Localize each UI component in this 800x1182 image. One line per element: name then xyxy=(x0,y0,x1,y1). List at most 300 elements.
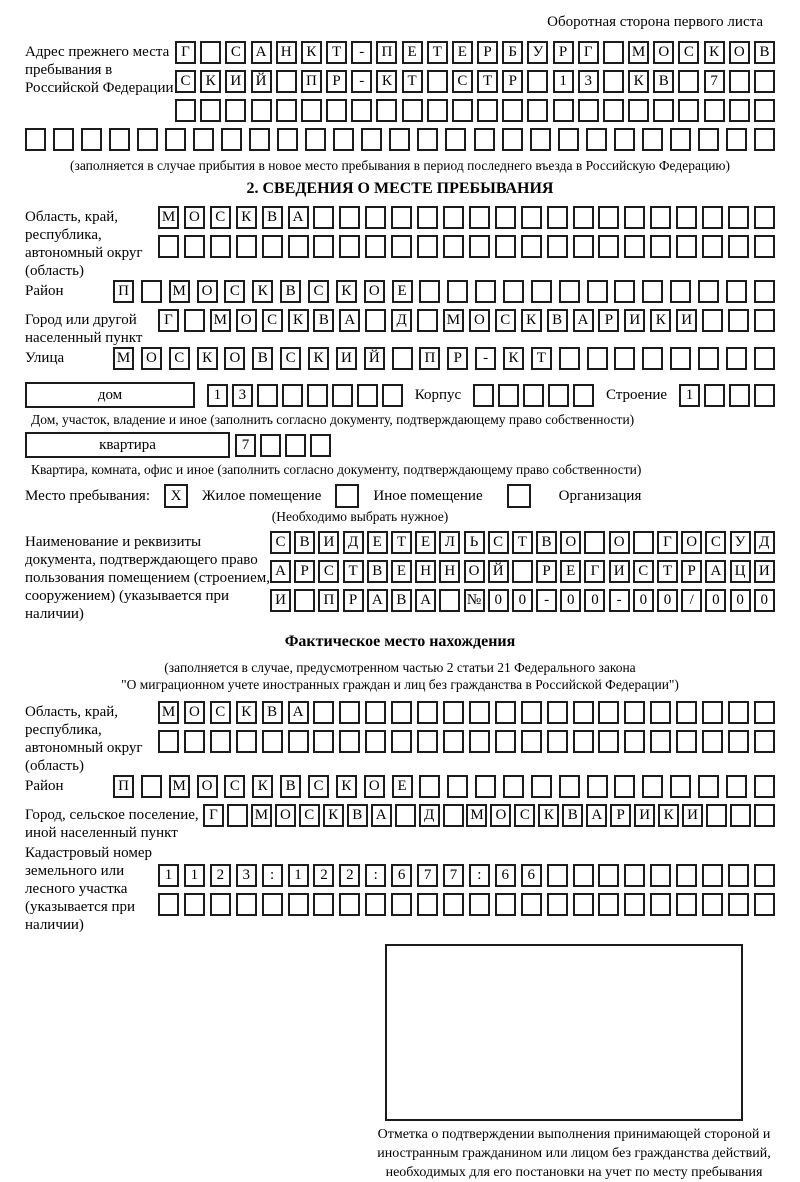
char-cell[interactable]: С xyxy=(169,347,190,370)
char-cell[interactable] xyxy=(193,128,214,151)
char-cell[interactable] xyxy=(521,730,542,753)
char-cell[interactable] xyxy=(676,206,697,229)
char-cell[interactable] xyxy=(443,206,464,229)
char-cell[interactable]: С xyxy=(308,280,329,303)
char-cell[interactable] xyxy=(558,128,579,151)
char-cell[interactable] xyxy=(365,235,386,258)
char-cell[interactable]: 0 xyxy=(657,589,678,612)
char-cell[interactable]: 3 xyxy=(232,384,253,407)
char-cell[interactable] xyxy=(277,128,298,151)
char-cell[interactable]: Е xyxy=(367,531,388,554)
char-cell[interactable] xyxy=(395,804,416,827)
char-cell[interactable] xyxy=(141,775,162,798)
char-cell[interactable]: Е xyxy=(391,560,412,583)
char-cell[interactable] xyxy=(249,128,270,151)
char-cell[interactable] xyxy=(417,128,438,151)
char-cell[interactable]: С xyxy=(225,41,246,64)
char-cell[interactable] xyxy=(754,893,775,916)
char-cell[interactable] xyxy=(676,235,697,258)
char-cell[interactable]: 3 xyxy=(236,864,257,887)
char-cell[interactable]: Т xyxy=(657,560,678,583)
char-cell[interactable] xyxy=(728,864,749,887)
char-cell[interactable]: О xyxy=(560,531,581,554)
char-cell[interactable] xyxy=(650,893,671,916)
char-cell[interactable] xyxy=(310,434,331,457)
char-cell[interactable] xyxy=(333,128,354,151)
char-cell[interactable]: К xyxy=(200,70,221,93)
char-cell[interactable] xyxy=(754,730,775,753)
char-cell[interactable] xyxy=(559,347,580,370)
char-cell[interactable]: - xyxy=(351,41,372,64)
char-cell[interactable]: И xyxy=(682,804,703,827)
char-cell[interactable]: А xyxy=(288,206,309,229)
char-cell[interactable] xyxy=(391,701,412,724)
char-cell[interactable]: Н xyxy=(415,560,436,583)
char-cell[interactable] xyxy=(392,347,413,370)
char-cell[interactable] xyxy=(447,775,468,798)
char-cell[interactable] xyxy=(184,893,205,916)
char-cell[interactable]: Р xyxy=(553,41,574,64)
char-cell[interactable]: М xyxy=(113,347,134,370)
char-cell[interactable]: А xyxy=(705,560,726,583)
char-cell[interactable] xyxy=(417,893,438,916)
char-cell[interactable]: Ц xyxy=(730,560,751,583)
char-cell[interactable] xyxy=(276,70,297,93)
char-cell[interactable] xyxy=(624,864,645,887)
char-cell[interactable]: И xyxy=(754,560,775,583)
char-cell[interactable]: О xyxy=(364,775,385,798)
char-cell[interactable] xyxy=(702,701,723,724)
char-cell[interactable]: Д xyxy=(754,531,775,554)
char-cell[interactable] xyxy=(53,128,74,151)
char-cell[interactable] xyxy=(706,804,727,827)
char-cell[interactable]: Р xyxy=(681,560,702,583)
char-cell[interactable]: Е xyxy=(560,560,581,583)
char-cell[interactable] xyxy=(603,41,624,64)
char-cell[interactable] xyxy=(598,206,619,229)
char-cell[interactable] xyxy=(547,701,568,724)
char-cell[interactable] xyxy=(175,99,196,122)
char-cell[interactable] xyxy=(547,235,568,258)
char-cell[interactable]: К xyxy=(521,309,542,332)
char-cell[interactable]: Р xyxy=(326,70,347,93)
char-cell[interactable] xyxy=(653,99,674,122)
char-cell[interactable] xyxy=(633,531,654,554)
char-cell[interactable] xyxy=(650,701,671,724)
char-cell[interactable]: Й xyxy=(488,560,509,583)
checkbox-dwelling[interactable]: X xyxy=(164,484,188,508)
char-cell[interactable]: Р xyxy=(447,347,468,370)
char-cell[interactable] xyxy=(754,235,775,258)
char-cell[interactable]: С xyxy=(262,309,283,332)
char-cell[interactable]: Т xyxy=(427,41,448,64)
char-cell[interactable]: К xyxy=(503,347,524,370)
char-cell[interactable] xyxy=(210,893,231,916)
char-cell[interactable] xyxy=(402,99,423,122)
char-cell[interactable]: В xyxy=(391,589,412,612)
char-cell[interactable]: Т xyxy=(343,560,364,583)
char-cell[interactable] xyxy=(236,730,257,753)
char-cell[interactable] xyxy=(521,206,542,229)
char-cell[interactable] xyxy=(584,531,605,554)
char-cell[interactable] xyxy=(676,730,697,753)
char-cell[interactable] xyxy=(225,99,246,122)
char-cell[interactable] xyxy=(642,280,663,303)
char-cell[interactable] xyxy=(676,893,697,916)
char-cell[interactable]: К xyxy=(704,41,725,64)
char-cell[interactable]: С xyxy=(308,775,329,798)
char-cell[interactable] xyxy=(573,864,594,887)
char-cell[interactable] xyxy=(547,206,568,229)
char-cell[interactable] xyxy=(650,206,671,229)
char-cell[interactable]: О xyxy=(729,41,750,64)
char-cell[interactable] xyxy=(702,206,723,229)
char-cell[interactable] xyxy=(614,280,635,303)
char-cell[interactable] xyxy=(365,701,386,724)
char-cell[interactable]: В xyxy=(262,701,283,724)
checkbox-other-premises[interactable] xyxy=(335,484,359,508)
char-cell[interactable]: Е xyxy=(392,775,413,798)
char-cell[interactable] xyxy=(521,701,542,724)
checkbox-organization[interactable] xyxy=(507,484,531,508)
char-cell[interactable]: 7 xyxy=(704,70,725,93)
char-cell[interactable]: 7 xyxy=(443,864,464,887)
char-cell[interactable] xyxy=(307,384,328,407)
char-cell[interactable]: С xyxy=(270,531,291,554)
char-cell[interactable] xyxy=(469,893,490,916)
char-cell[interactable] xyxy=(702,730,723,753)
char-cell[interactable]: И xyxy=(225,70,246,93)
char-cell[interactable] xyxy=(698,347,719,370)
char-cell[interactable] xyxy=(469,730,490,753)
char-cell[interactable]: Й xyxy=(364,347,385,370)
char-cell[interactable] xyxy=(531,280,552,303)
char-cell[interactable] xyxy=(670,128,691,151)
char-cell[interactable] xyxy=(523,384,544,407)
char-cell[interactable] xyxy=(158,730,179,753)
char-cell[interactable] xyxy=(527,99,548,122)
char-cell[interactable] xyxy=(260,434,281,457)
char-cell[interactable] xyxy=(313,701,334,724)
char-cell[interactable] xyxy=(81,128,102,151)
char-cell[interactable] xyxy=(262,235,283,258)
char-cell[interactable] xyxy=(339,206,360,229)
char-cell[interactable] xyxy=(439,589,460,612)
char-cell[interactable]: 0 xyxy=(584,589,605,612)
char-cell[interactable]: А xyxy=(586,804,607,827)
char-cell[interactable] xyxy=(670,280,691,303)
char-cell[interactable]: И xyxy=(634,804,655,827)
char-cell[interactable]: К xyxy=(323,804,344,827)
char-cell[interactable]: М xyxy=(443,309,464,332)
char-cell[interactable] xyxy=(678,99,699,122)
char-cell[interactable] xyxy=(754,864,775,887)
char-cell[interactable] xyxy=(365,893,386,916)
char-cell[interactable] xyxy=(141,280,162,303)
char-cell[interactable]: 1 xyxy=(207,384,228,407)
char-cell[interactable]: О xyxy=(224,347,245,370)
char-cell[interactable]: Е xyxy=(402,41,423,64)
char-cell[interactable]: О xyxy=(464,560,485,583)
char-cell[interactable]: С xyxy=(210,701,231,724)
char-cell[interactable] xyxy=(573,893,594,916)
char-cell[interactable]: Д xyxy=(343,531,364,554)
char-cell[interactable] xyxy=(603,99,624,122)
char-cell[interactable] xyxy=(598,235,619,258)
char-cell[interactable] xyxy=(200,99,221,122)
char-cell[interactable] xyxy=(443,893,464,916)
char-cell[interactable]: 2 xyxy=(339,864,360,887)
char-cell[interactable]: К xyxy=(336,280,357,303)
char-cell[interactable] xyxy=(475,775,496,798)
char-cell[interactable] xyxy=(227,804,248,827)
char-cell[interactable]: 1 xyxy=(158,864,179,887)
char-cell[interactable] xyxy=(452,99,473,122)
char-cell[interactable] xyxy=(598,893,619,916)
char-cell[interactable] xyxy=(728,206,749,229)
char-cell[interactable] xyxy=(531,775,552,798)
char-cell[interactable]: 0 xyxy=(754,589,775,612)
char-cell[interactable] xyxy=(573,206,594,229)
char-cell[interactable]: 0 xyxy=(730,589,751,612)
char-cell[interactable]: - xyxy=(536,589,557,612)
char-cell[interactable] xyxy=(495,206,516,229)
char-cell[interactable]: С xyxy=(705,531,726,554)
char-cell[interactable] xyxy=(728,893,749,916)
char-cell[interactable] xyxy=(313,893,334,916)
char-cell[interactable] xyxy=(391,893,412,916)
char-cell[interactable] xyxy=(339,730,360,753)
char-cell[interactable]: Т xyxy=(391,531,412,554)
char-cell[interactable] xyxy=(495,235,516,258)
char-cell[interactable] xyxy=(469,701,490,724)
char-cell[interactable] xyxy=(473,384,494,407)
char-cell[interactable]: К xyxy=(538,804,559,827)
char-cell[interactable]: К xyxy=(236,701,257,724)
char-cell[interactable]: 0 xyxy=(560,589,581,612)
char-cell[interactable]: Т xyxy=(512,531,533,554)
char-cell[interactable] xyxy=(754,384,775,407)
char-cell[interactable]: : xyxy=(469,864,490,887)
char-cell[interactable] xyxy=(495,893,516,916)
char-cell[interactable] xyxy=(417,309,438,332)
char-cell[interactable]: К xyxy=(650,309,671,332)
char-cell[interactable] xyxy=(754,775,775,798)
char-cell[interactable]: О xyxy=(141,347,162,370)
char-cell[interactable] xyxy=(729,99,750,122)
char-cell[interactable] xyxy=(614,775,635,798)
char-cell[interactable] xyxy=(559,775,580,798)
char-cell[interactable] xyxy=(257,384,278,407)
char-cell[interactable] xyxy=(603,70,624,93)
char-cell[interactable] xyxy=(698,775,719,798)
char-cell[interactable] xyxy=(427,99,448,122)
char-cell[interactable] xyxy=(313,206,334,229)
char-cell[interactable]: М xyxy=(169,280,190,303)
char-cell[interactable] xyxy=(447,280,468,303)
char-cell[interactable]: К xyxy=(376,70,397,93)
char-cell[interactable]: А xyxy=(573,309,594,332)
char-cell[interactable]: П xyxy=(376,41,397,64)
char-cell[interactable]: Р xyxy=(610,804,631,827)
char-cell[interactable]: В xyxy=(653,70,674,93)
char-cell[interactable]: О xyxy=(490,804,511,827)
char-cell[interactable] xyxy=(389,128,410,151)
char-cell[interactable] xyxy=(527,70,548,93)
char-cell[interactable] xyxy=(361,128,382,151)
char-cell[interactable] xyxy=(262,730,283,753)
char-cell[interactable] xyxy=(365,206,386,229)
char-cell[interactable] xyxy=(158,893,179,916)
char-cell[interactable]: М xyxy=(251,804,272,827)
char-cell[interactable] xyxy=(624,206,645,229)
char-cell[interactable] xyxy=(443,701,464,724)
char-cell[interactable]: Г xyxy=(584,560,605,583)
char-cell[interactable] xyxy=(704,384,725,407)
char-cell[interactable] xyxy=(726,347,747,370)
char-cell[interactable]: 1 xyxy=(679,384,700,407)
char-cell[interactable]: В xyxy=(347,804,368,827)
char-cell[interactable]: Р xyxy=(294,560,315,583)
char-cell[interactable] xyxy=(628,99,649,122)
char-cell[interactable] xyxy=(251,99,272,122)
char-cell[interactable] xyxy=(475,280,496,303)
char-cell[interactable]: - xyxy=(351,70,372,93)
char-cell[interactable] xyxy=(288,893,309,916)
char-cell[interactable] xyxy=(553,99,574,122)
char-cell[interactable] xyxy=(642,128,663,151)
char-cell[interactable] xyxy=(443,804,464,827)
char-cell[interactable]: И xyxy=(336,347,357,370)
char-cell[interactable] xyxy=(236,893,257,916)
char-cell[interactable]: О xyxy=(609,531,630,554)
char-cell[interactable]: С xyxy=(210,206,231,229)
char-cell[interactable]: И xyxy=(270,589,291,612)
char-cell[interactable] xyxy=(698,280,719,303)
char-cell[interactable]: Т xyxy=(477,70,498,93)
char-cell[interactable] xyxy=(726,280,747,303)
char-cell[interactable] xyxy=(282,384,303,407)
char-cell[interactable] xyxy=(754,280,775,303)
char-cell[interactable] xyxy=(419,775,440,798)
char-cell[interactable] xyxy=(25,128,46,151)
char-cell[interactable]: / xyxy=(681,589,702,612)
char-cell[interactable]: Л xyxy=(439,531,460,554)
char-cell[interactable]: Г xyxy=(657,531,678,554)
char-cell[interactable] xyxy=(521,235,542,258)
char-cell[interactable]: О xyxy=(275,804,296,827)
char-cell[interactable] xyxy=(365,309,386,332)
char-cell[interactable] xyxy=(285,434,306,457)
char-cell[interactable]: П xyxy=(113,280,134,303)
char-cell[interactable]: 6 xyxy=(521,864,542,887)
char-cell[interactable] xyxy=(578,99,599,122)
char-cell[interactable]: К xyxy=(252,280,273,303)
char-cell[interactable] xyxy=(547,730,568,753)
char-cell[interactable] xyxy=(730,804,751,827)
char-cell[interactable] xyxy=(294,589,315,612)
char-cell[interactable]: 3 xyxy=(578,70,599,93)
char-cell[interactable]: К xyxy=(236,206,257,229)
char-cell[interactable] xyxy=(477,99,498,122)
char-cell[interactable]: Г xyxy=(203,804,224,827)
char-cell[interactable]: С xyxy=(299,804,320,827)
char-cell[interactable] xyxy=(754,804,775,827)
char-cell[interactable]: В xyxy=(262,206,283,229)
char-cell[interactable] xyxy=(165,128,186,151)
char-cell[interactable] xyxy=(236,235,257,258)
char-cell[interactable] xyxy=(262,893,283,916)
char-cell[interactable]: - xyxy=(475,347,496,370)
char-cell[interactable]: П xyxy=(318,589,339,612)
char-cell[interactable]: О xyxy=(236,309,257,332)
char-cell[interactable]: О xyxy=(197,775,218,798)
char-cell[interactable] xyxy=(391,235,412,258)
char-cell[interactable]: И xyxy=(318,531,339,554)
char-cell[interactable]: К xyxy=(336,775,357,798)
char-cell[interactable]: 7 xyxy=(235,434,256,457)
char-cell[interactable]: Б xyxy=(502,41,523,64)
char-cell[interactable] xyxy=(754,70,775,93)
char-cell[interactable]: Т xyxy=(531,347,552,370)
char-cell[interactable] xyxy=(419,280,440,303)
char-cell[interactable]: В xyxy=(562,804,583,827)
char-cell[interactable]: К xyxy=(301,41,322,64)
char-cell[interactable]: С xyxy=(514,804,535,827)
char-cell[interactable] xyxy=(650,235,671,258)
char-cell[interactable] xyxy=(184,730,205,753)
char-cell[interactable]: 6 xyxy=(391,864,412,887)
char-cell[interactable] xyxy=(754,309,775,332)
char-cell[interactable] xyxy=(650,730,671,753)
char-cell[interactable] xyxy=(137,128,158,151)
char-cell[interactable]: 7 xyxy=(417,864,438,887)
char-cell[interactable]: М xyxy=(158,701,179,724)
char-cell[interactable]: В xyxy=(280,280,301,303)
char-cell[interactable] xyxy=(210,235,231,258)
char-cell[interactable]: С xyxy=(224,280,245,303)
char-cell[interactable] xyxy=(332,384,353,407)
char-cell[interactable]: П xyxy=(113,775,134,798)
char-cell[interactable]: Н xyxy=(276,41,297,64)
char-cell[interactable] xyxy=(498,384,519,407)
char-cell[interactable] xyxy=(443,235,464,258)
char-cell[interactable] xyxy=(726,775,747,798)
char-cell[interactable]: А xyxy=(415,589,436,612)
char-cell[interactable] xyxy=(417,730,438,753)
char-cell[interactable]: М xyxy=(158,206,179,229)
char-cell[interactable] xyxy=(624,730,645,753)
char-cell[interactable] xyxy=(587,280,608,303)
char-cell[interactable] xyxy=(573,701,594,724)
char-cell[interactable] xyxy=(417,235,438,258)
char-cell[interactable]: 0 xyxy=(633,589,654,612)
char-cell[interactable] xyxy=(548,384,569,407)
char-cell[interactable] xyxy=(573,384,594,407)
char-cell[interactable]: Р xyxy=(598,309,619,332)
char-cell[interactable]: : xyxy=(365,864,386,887)
char-cell[interactable] xyxy=(109,128,130,151)
char-cell[interactable] xyxy=(503,775,524,798)
char-cell[interactable]: П xyxy=(419,347,440,370)
char-cell[interactable] xyxy=(704,99,725,122)
char-cell[interactable] xyxy=(614,128,635,151)
char-cell[interactable]: К xyxy=(658,804,679,827)
char-cell[interactable] xyxy=(728,730,749,753)
char-cell[interactable]: 2 xyxy=(313,864,334,887)
char-cell[interactable]: В xyxy=(536,531,557,554)
char-cell[interactable]: В xyxy=(754,41,775,64)
